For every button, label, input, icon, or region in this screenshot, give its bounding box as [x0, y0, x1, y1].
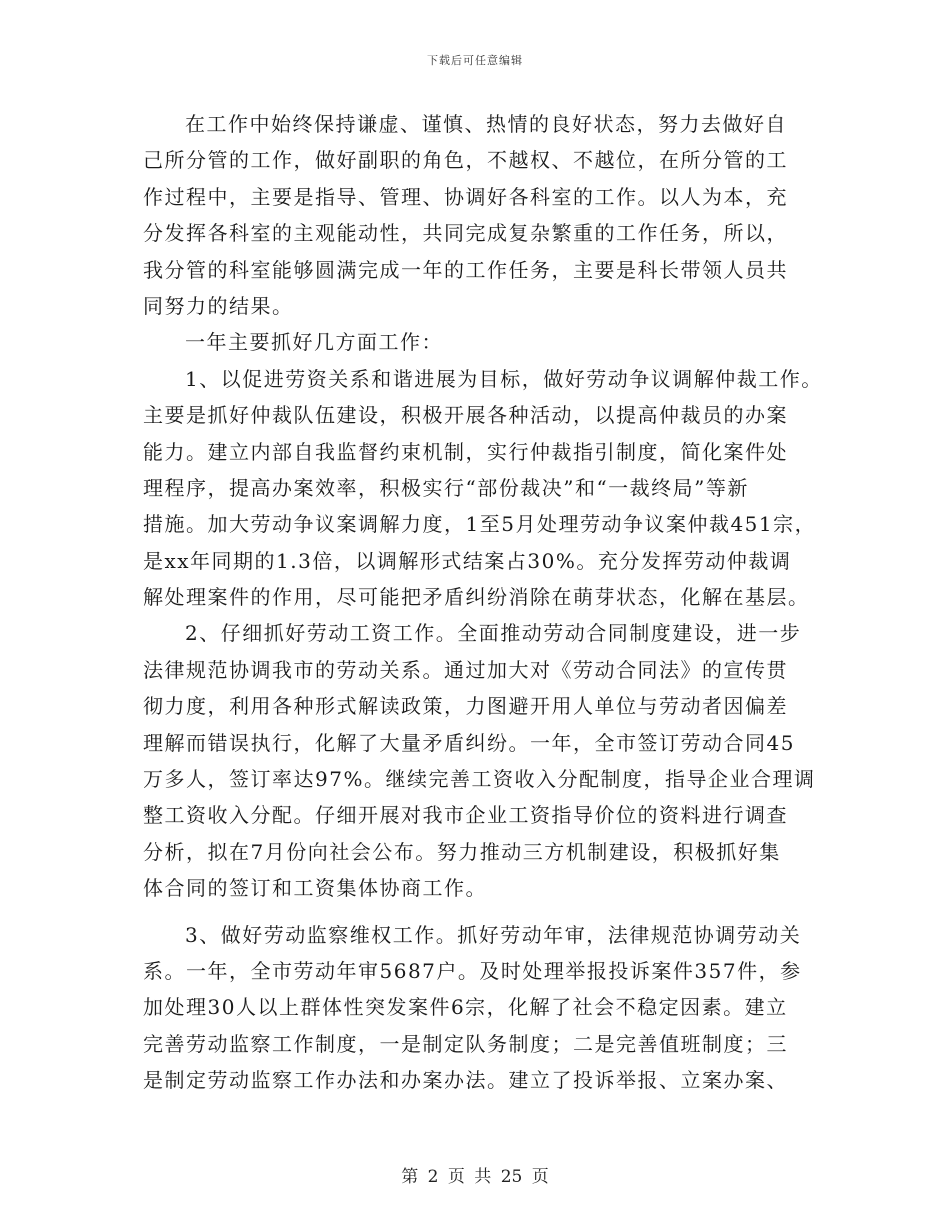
text-line: 分析，拟在7月份向社会公布。努力推动三方机制建设，积极抓好集 — [143, 839, 781, 864]
paragraph-gap — [143, 907, 823, 917]
page-number-footer: 第 2 页 共 25 页 — [401, 1167, 549, 1187]
text-line: 整工资收入分配。仔细开展对我市企业工资指导价位的资料进行调查 — [143, 803, 788, 828]
text-line: 分发挥各科室的主观能动性，共同完成复杂繁重的工作任务，所以， — [143, 221, 788, 246]
page-header: 下载后可任意编辑 — [427, 54, 523, 67]
text-line: 是制定劳动监察工作办法和办案办法。建立了投诉举报、立案办案、 — [143, 1068, 788, 1093]
text-line: 我分管的科室能够圆满完成一年的工作任务，主要是科长带领人员共 — [143, 257, 788, 282]
text-line: 解处理案件的作用，尽可能把矛盾纠纷消除在萌芽状态，化解在基层。 — [143, 585, 810, 610]
text-line: 己所分管的工作，做好副职的角色，不越权、不越位，在所分管的工 — [143, 148, 788, 173]
text-line: 措施。加大劳动争议案调解力度，1至5月处理劳动争议案仲裁451宗， — [143, 512, 817, 537]
text-line: 一年主要抓好几方面工作： — [185, 330, 443, 355]
document-body — [143, 106, 823, 1099]
text-line: 作过程中，主要是指导、管理、协调好各科室的工作。以人为本，充 — [143, 184, 788, 209]
text-line: 3、做好劳动监察维权工作。抓好劳动年审，法律规范协调劳动关 — [185, 922, 802, 947]
text-line: 法律规范协调我市的劳动关系。通过加大对《劳动合同法》的宣传贯 — [143, 657, 788, 682]
text-line: 理程序，提高办案效率，积极实行“部份裁决”和“一裁终局”等新 — [143, 475, 749, 500]
text-line: 系。一年，全市劳动年审5687户。及时处理举报投诉案件357件，参 — [143, 958, 802, 983]
text-line: 彻力度，利用各种形式解读政策，力图避开用人单位与劳动者因偏差 — [143, 694, 788, 719]
text-line: 2、仔细抓好劳动工资工作。全面推动劳动合同制度建设，进一步 — [185, 621, 802, 646]
text-line: 主要是抓好仲裁队伍建设，积极开展各种活动，以提高仲裁员的办案 — [143, 403, 788, 428]
text-line: 1、以促进劳资关系和谐进展为目标，做好劳动争议调解仲裁工作。 — [185, 366, 823, 391]
text-line: 完善劳动监察工作制度，一是制定队务制度；二是完善值班制度；三 — [143, 1031, 788, 1056]
text-line: 加处理30人以上群体性突发案件6宗，化解了社会不稳定因素。建立 — [143, 995, 788, 1020]
text-line: 体合同的签订和工资集体协商工作。 — [143, 876, 487, 901]
text-line: 是xx年同期的1.3倍，以调解形式结案占30%。充分发挥劳动仲裁调 — [143, 548, 792, 573]
text-line: 理解而错误执行，化解了大量矛盾纠纷。一年，全市签订劳动合同45 — [143, 730, 795, 755]
text-line: 万多人，签订率达97%。继续完善工资收入分配制度，指导企业合理调 — [143, 767, 816, 792]
text-line: 能力。建立内部自我监督约束机制，实行仲裁指引制度，简化案件处 — [143, 439, 788, 464]
text-line: 同努力的结果。 — [143, 293, 294, 318]
text-line: 在工作中始终保持谦虚、谨慎、热情的良好状态，努力去做好自 — [185, 112, 787, 136]
